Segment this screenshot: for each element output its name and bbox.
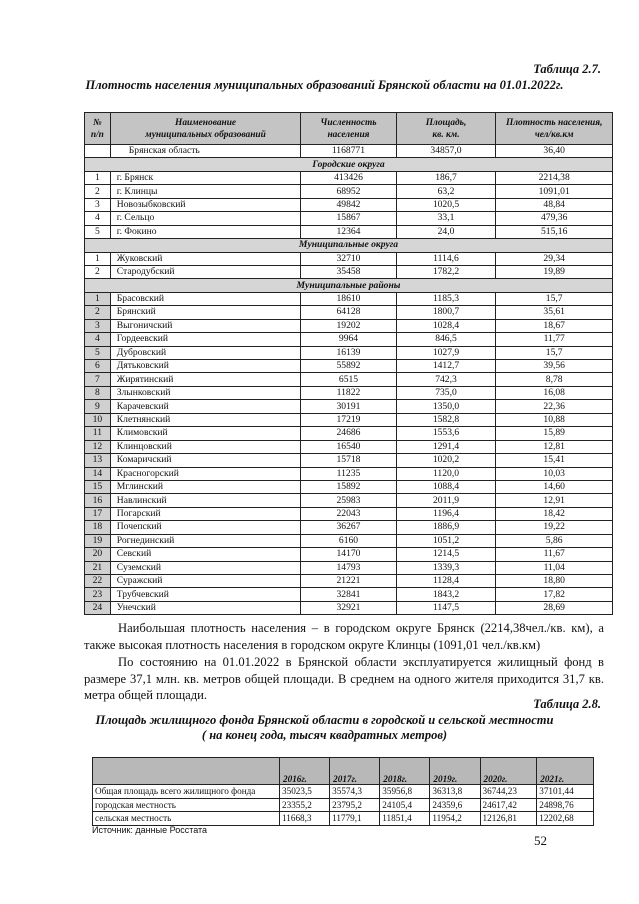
area-cell: 1800,7 bbox=[396, 306, 496, 319]
area-cell: 1553,6 bbox=[396, 427, 496, 440]
table-row bbox=[93, 812, 594, 826]
row-number-cell: 2 bbox=[85, 306, 111, 319]
table-row bbox=[85, 494, 613, 507]
density-cell: 19,22 bbox=[496, 521, 613, 534]
value-cell: 11851,4 bbox=[380, 812, 430, 826]
population-cell: 9964 bbox=[301, 333, 396, 346]
row-number-cell: 16 bbox=[85, 494, 111, 507]
table-row bbox=[85, 440, 613, 453]
name-cell: Клетнянский bbox=[110, 413, 301, 426]
density-cell: 18,80 bbox=[496, 575, 613, 588]
table-row bbox=[85, 333, 613, 346]
name-cell: Злынковский bbox=[110, 386, 301, 399]
name-cell: Жирятинский bbox=[110, 373, 301, 386]
population-cell: 18610 bbox=[301, 292, 396, 305]
row-number-cell: 8 bbox=[85, 386, 111, 399]
value-cell: 37101,44 bbox=[537, 785, 594, 799]
density-cell: 28,69 bbox=[496, 601, 613, 614]
name-cell: Карачевский bbox=[110, 400, 301, 413]
table-title: Плотность населения муниципальных образований Брянской области на 01.01.2022г. bbox=[85, 78, 564, 92]
table-row bbox=[85, 198, 613, 211]
row-number-cell: 2 bbox=[85, 185, 111, 198]
row-number-cell: 6 bbox=[85, 360, 111, 373]
table-row bbox=[85, 292, 613, 305]
table-row bbox=[93, 785, 594, 799]
population-cell: 32921 bbox=[301, 601, 396, 614]
table-row bbox=[85, 588, 613, 601]
row-number-cell: 18 bbox=[85, 521, 111, 534]
section-title: Городские округа bbox=[85, 158, 613, 171]
area-cell: 742,3 bbox=[396, 373, 496, 386]
area-cell: 186,7 bbox=[396, 171, 496, 184]
area-cell: 1120,0 bbox=[396, 467, 496, 480]
name-cell: г. Сельцо bbox=[110, 212, 301, 225]
header-cell: 2020г. bbox=[480, 758, 537, 785]
row-number-cell: 1 bbox=[85, 252, 111, 265]
name-cell: г. Брянск bbox=[110, 171, 301, 184]
area-cell: 24,0 bbox=[396, 225, 496, 238]
density-cell: 479,36 bbox=[496, 212, 613, 225]
population-cell: 49842 bbox=[301, 198, 396, 211]
population-cell: 15892 bbox=[301, 480, 396, 493]
table-label: Таблица 2.8. bbox=[533, 697, 601, 711]
density-cell: 18,42 bbox=[496, 507, 613, 520]
value-cell: 12202,68 bbox=[537, 812, 594, 826]
header-cell: Численность населения bbox=[301, 113, 396, 145]
row-number-cell: 12 bbox=[85, 440, 111, 453]
area-cell: 1886,9 bbox=[396, 521, 496, 534]
area-cell: 1339,3 bbox=[396, 561, 496, 574]
row-number-cell bbox=[85, 145, 111, 158]
value-cell: 23795,2 bbox=[330, 798, 380, 812]
area-cell: 1843,2 bbox=[396, 588, 496, 601]
density-cell: 12,81 bbox=[496, 440, 613, 453]
area-cell: 1185,3 bbox=[396, 292, 496, 305]
row-number-cell: 15 bbox=[85, 480, 111, 493]
paragraph: По состоянию на 01.01.2022 в Брянской области эксплуатируется жилищный фонд в размере 37,1 млн. кв. метров общей площади. В среднем на одного жителя приходится 31,7 кв. метра общей площади. bbox=[84, 655, 604, 702]
population-cell: 11235 bbox=[301, 467, 396, 480]
table-row bbox=[85, 400, 613, 413]
name-cell: Рогнединский bbox=[110, 534, 301, 547]
name-cell: г. Клинцы bbox=[110, 185, 301, 198]
density-cell: 48,84 bbox=[496, 198, 613, 211]
population-cell: 16540 bbox=[301, 440, 396, 453]
population-cell: 6160 bbox=[301, 534, 396, 547]
row-number-cell: 2 bbox=[85, 265, 111, 278]
density-cell: 35,61 bbox=[496, 306, 613, 319]
source-note: Источник: данные Росстата bbox=[92, 825, 208, 835]
area-cell: 33,1 bbox=[396, 212, 496, 225]
density-cell: 36,40 bbox=[496, 145, 613, 158]
value-cell: 24105,4 bbox=[380, 798, 430, 812]
population-cell: 64128 bbox=[301, 306, 396, 319]
density-cell: 10,03 bbox=[496, 467, 613, 480]
density-cell: 14,60 bbox=[496, 480, 613, 493]
population-cell: 1168771 bbox=[301, 145, 396, 158]
row-number-cell: 17 bbox=[85, 507, 111, 520]
row-number-cell: 24 bbox=[85, 601, 111, 614]
area-cell: 1114,6 bbox=[396, 252, 496, 265]
table-row bbox=[85, 480, 613, 493]
header-cell: Площадь, кв. км. bbox=[396, 113, 496, 145]
value-cell: 35023,5 bbox=[280, 785, 330, 799]
area-cell: 1088,4 bbox=[396, 480, 496, 493]
name-cell: Брянская область bbox=[110, 145, 301, 158]
population-cell: 14170 bbox=[301, 548, 396, 561]
population-cell: 68952 bbox=[301, 185, 396, 198]
name-cell: Стародубский bbox=[110, 265, 301, 278]
header-cell: Наименование муниципальных образований bbox=[110, 113, 301, 145]
row-number-cell: 19 bbox=[85, 534, 111, 547]
population-cell: 15718 bbox=[301, 454, 396, 467]
area-cell: 1412,7 bbox=[396, 360, 496, 373]
row-number-cell: 21 bbox=[85, 561, 111, 574]
table-row bbox=[85, 467, 613, 480]
name-cell: Унечский bbox=[110, 601, 301, 614]
density-cell: 15,7 bbox=[496, 346, 613, 359]
population-cell: 25983 bbox=[301, 494, 396, 507]
population-cell: 19202 bbox=[301, 319, 396, 332]
table-row bbox=[85, 319, 613, 332]
housing-table bbox=[92, 757, 594, 826]
density-cell: 15,41 bbox=[496, 454, 613, 467]
section-row bbox=[85, 239, 613, 252]
density-cell: 19,89 bbox=[496, 265, 613, 278]
header-cell: 2016г. bbox=[280, 758, 330, 785]
name-cell: Жуковский bbox=[110, 252, 301, 265]
density-cell: 515,16 bbox=[496, 225, 613, 238]
area-cell: 735,0 bbox=[396, 386, 496, 399]
table-subtitle: ( на конец года, тысяч квадратных метров) bbox=[201, 728, 448, 742]
population-cell: 413426 bbox=[301, 171, 396, 184]
area-cell: 846,5 bbox=[396, 333, 496, 346]
name-cell: Дятьковский bbox=[110, 360, 301, 373]
table-row bbox=[85, 521, 613, 534]
population-cell: 12364 bbox=[301, 225, 396, 238]
row-number-cell: 3 bbox=[85, 198, 111, 211]
paragraph: Наибольшая плотность населения – в городском округе Брянск (2214,38чел./кв. км), а также высокая плотность населения в городском округе Клинцы (1091,01 чел./кв.км) bbox=[84, 621, 604, 652]
table-row bbox=[85, 548, 613, 561]
row-number-cell: 7 bbox=[85, 373, 111, 386]
row-number-cell: 13 bbox=[85, 454, 111, 467]
name-cell: Дубровский bbox=[110, 346, 301, 359]
table-row bbox=[85, 185, 613, 198]
row-number-cell: 11 bbox=[85, 427, 111, 440]
area-cell: 2011,9 bbox=[396, 494, 496, 507]
density-table bbox=[84, 112, 613, 615]
header-cell: Плотность населения, чел/кв.км bbox=[496, 113, 613, 145]
name-cell: Брянский bbox=[110, 306, 301, 319]
name-cell: Комаричский bbox=[110, 454, 301, 467]
population-cell: 24686 bbox=[301, 427, 396, 440]
density-cell: 12,91 bbox=[496, 494, 613, 507]
header-cell bbox=[93, 758, 280, 785]
value-cell: 23355,2 bbox=[280, 798, 330, 812]
table-title: Площадь жилищного фонда Брянской области в городской и сельской местности bbox=[95, 713, 554, 727]
area-cell: 1028,4 bbox=[396, 319, 496, 332]
name-cell: Выгоничский bbox=[110, 319, 301, 332]
value-cell: 11779,1 bbox=[330, 812, 380, 826]
density-cell: 5,86 bbox=[496, 534, 613, 547]
density-cell: 11,67 bbox=[496, 548, 613, 561]
name-cell: Гордеевский bbox=[110, 333, 301, 346]
population-cell: 35458 bbox=[301, 265, 396, 278]
area-cell: 1350,0 bbox=[396, 400, 496, 413]
value-cell: 36313,8 bbox=[430, 785, 480, 799]
table-row bbox=[85, 454, 613, 467]
name-cell: Брасовский bbox=[110, 292, 301, 305]
area-cell: 63,2 bbox=[396, 185, 496, 198]
table-row bbox=[85, 145, 613, 158]
section-title: Муниципальные округа bbox=[85, 239, 613, 252]
row-number-cell: 5 bbox=[85, 346, 111, 359]
table-row bbox=[85, 225, 613, 238]
population-cell: 55892 bbox=[301, 360, 396, 373]
header-cell: 2019г. bbox=[430, 758, 480, 785]
area-cell: 1020,2 bbox=[396, 454, 496, 467]
table-row bbox=[85, 360, 613, 373]
name-cell: Общая площадь всего жилищного фонда bbox=[93, 785, 280, 799]
population-cell: 11822 bbox=[301, 386, 396, 399]
table-row bbox=[85, 386, 613, 399]
name-cell: Красногорский bbox=[110, 467, 301, 480]
area-cell: 1214,5 bbox=[396, 548, 496, 561]
area-cell: 1020,5 bbox=[396, 198, 496, 211]
density-cell: 18,67 bbox=[496, 319, 613, 332]
population-cell: 32841 bbox=[301, 588, 396, 601]
row-number-cell: 14 bbox=[85, 467, 111, 480]
name-cell: Погарский bbox=[110, 507, 301, 520]
table-row bbox=[85, 575, 613, 588]
header-cell: № п/п bbox=[85, 113, 111, 145]
row-number-cell: 4 bbox=[85, 212, 111, 225]
table-header-row bbox=[93, 758, 594, 785]
table-row bbox=[85, 507, 613, 520]
table-row bbox=[85, 601, 613, 614]
population-cell: 30191 bbox=[301, 400, 396, 413]
name-cell: Севский bbox=[110, 548, 301, 561]
density-cell: 22,36 bbox=[496, 400, 613, 413]
header-cell: 2021г. bbox=[537, 758, 594, 785]
density-cell: 11,77 bbox=[496, 333, 613, 346]
density-cell: 1091,01 bbox=[496, 185, 613, 198]
value-cell: 11954,2 bbox=[430, 812, 480, 826]
area-cell: 1196,4 bbox=[396, 507, 496, 520]
name-cell: Суземский bbox=[110, 561, 301, 574]
table-row bbox=[85, 265, 613, 278]
page-number: 52 bbox=[534, 833, 547, 848]
name-cell: г. Фокино bbox=[110, 225, 301, 238]
population-cell: 15867 bbox=[301, 212, 396, 225]
population-cell: 6515 bbox=[301, 373, 396, 386]
population-cell: 36267 bbox=[301, 521, 396, 534]
row-number-cell: 1 bbox=[85, 292, 111, 305]
table-row bbox=[85, 212, 613, 225]
row-number-cell: 4 bbox=[85, 333, 111, 346]
row-number-cell: 22 bbox=[85, 575, 111, 588]
section-title: Муниципальные районы bbox=[85, 279, 613, 292]
row-number-cell: 1 bbox=[85, 171, 111, 184]
value-cell: 36744,23 bbox=[480, 785, 537, 799]
section-row bbox=[85, 158, 613, 171]
density-cell: 29,34 bbox=[496, 252, 613, 265]
density-cell: 2214,38 bbox=[496, 171, 613, 184]
section-row bbox=[85, 279, 613, 292]
density-cell: 15,7 bbox=[496, 292, 613, 305]
density-cell: 15,89 bbox=[496, 427, 613, 440]
name-cell: Новозыбковский bbox=[110, 198, 301, 211]
row-number-cell: 23 bbox=[85, 588, 111, 601]
name-cell: Суражский bbox=[110, 575, 301, 588]
name-cell: Мглинский bbox=[110, 480, 301, 493]
row-number-cell: 5 bbox=[85, 225, 111, 238]
area-cell: 34857,0 bbox=[396, 145, 496, 158]
name-cell: Почепский bbox=[110, 521, 301, 534]
density-cell: 11,04 bbox=[496, 561, 613, 574]
table-row bbox=[85, 346, 613, 359]
header-cell: 2017г. bbox=[330, 758, 380, 785]
table-row bbox=[85, 534, 613, 547]
value-cell: 24359,6 bbox=[430, 798, 480, 812]
row-number-cell: 9 bbox=[85, 400, 111, 413]
value-cell: 11668,3 bbox=[280, 812, 330, 826]
density-cell: 17,82 bbox=[496, 588, 613, 601]
population-cell: 22043 bbox=[301, 507, 396, 520]
table-label: Таблица 2.7. bbox=[533, 62, 601, 76]
row-number-cell: 20 bbox=[85, 548, 111, 561]
table-row bbox=[85, 427, 613, 440]
density-cell: 10,88 bbox=[496, 413, 613, 426]
table-header-row bbox=[85, 113, 613, 145]
name-cell: Климовский bbox=[110, 427, 301, 440]
name-cell: сельская местность bbox=[93, 812, 280, 826]
row-number-cell: 3 bbox=[85, 319, 111, 332]
population-cell: 16139 bbox=[301, 346, 396, 359]
population-cell: 32710 bbox=[301, 252, 396, 265]
value-cell: 12126,81 bbox=[480, 812, 537, 826]
table-row bbox=[93, 798, 594, 812]
name-cell: Трубчевский bbox=[110, 588, 301, 601]
header-cell: 2018г. bbox=[380, 758, 430, 785]
table-row bbox=[85, 306, 613, 319]
name-cell: Клинцовский bbox=[110, 440, 301, 453]
name-cell: Навлинский bbox=[110, 494, 301, 507]
value-cell: 35574,3 bbox=[330, 785, 380, 799]
row-number-cell: 10 bbox=[85, 413, 111, 426]
area-cell: 1582,8 bbox=[396, 413, 496, 426]
area-cell: 1027,9 bbox=[396, 346, 496, 359]
area-cell: 1128,4 bbox=[396, 575, 496, 588]
population-cell: 21221 bbox=[301, 575, 396, 588]
table-row bbox=[85, 252, 613, 265]
value-cell: 24898,76 bbox=[537, 798, 594, 812]
area-cell: 1147,5 bbox=[396, 601, 496, 614]
table-row bbox=[85, 561, 613, 574]
density-cell: 39,56 bbox=[496, 360, 613, 373]
value-cell: 35956,8 bbox=[380, 785, 430, 799]
table-row bbox=[85, 413, 613, 426]
area-cell: 1782,2 bbox=[396, 265, 496, 278]
density-cell: 8,78 bbox=[496, 373, 613, 386]
population-cell: 14793 bbox=[301, 561, 396, 574]
table-row bbox=[85, 373, 613, 386]
density-cell: 16,08 bbox=[496, 386, 613, 399]
value-cell: 24617,42 bbox=[480, 798, 537, 812]
name-cell: городская местность bbox=[93, 798, 280, 812]
area-cell: 1291,4 bbox=[396, 440, 496, 453]
population-cell: 17219 bbox=[301, 413, 396, 426]
area-cell: 1051,2 bbox=[396, 534, 496, 547]
table-row bbox=[85, 171, 613, 184]
